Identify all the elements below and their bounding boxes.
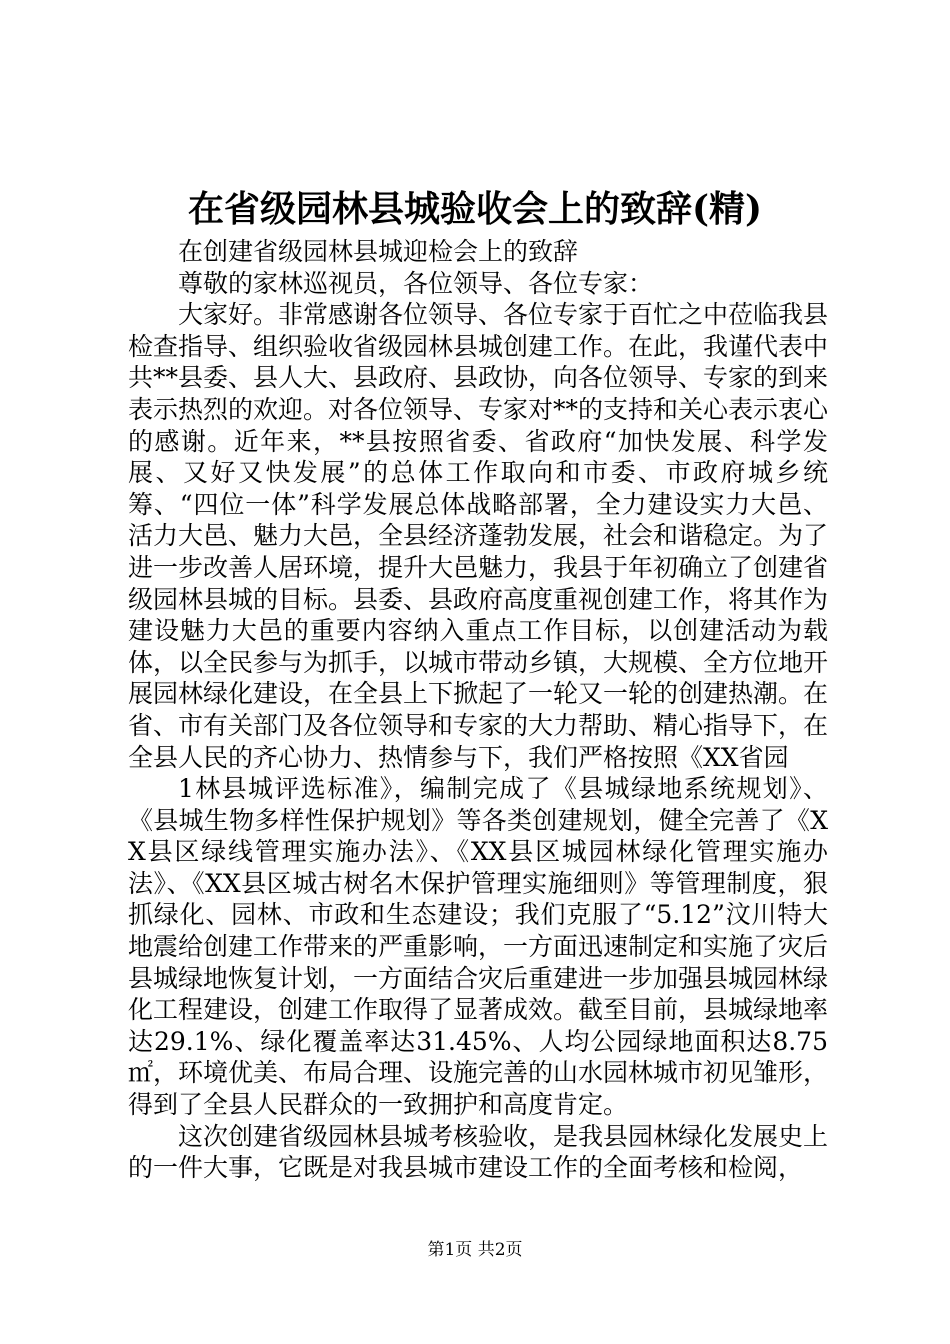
body-paragraph: 尊敬的家林巡视员，各位领导、各位专家： — [178, 268, 654, 298]
body-paragraph: 大家好。非常感谢各位领导、各位专家于百忙之中莅临我县检查指导、组织验收省级园林县城创建工作。在此，我谨代表中共**县委、县人大、县政府、县政协，向各位领导、专家的到来表示热烈的欢迎。对各位领导、专家对**的支持和关心表示衷心的感谢。近年来，**县按照省委、省政府“加快发展、科学发展、又好又快发展”的总体工作取向和市委、市政府城乡统筹、“四位一体”科学发展总体战略部署，全力建设实力大邑、活力大邑、魅力大邑，全县经济蓬勃发展，社会和谐稳定。为了进一步改善人居环境，提升大邑魅力，我县于年初确立了创建省级园林县城的目标。县委、县政府高度重视创建工作，将其作为建设魅力大邑的重要内容纳入重点工作目标，以创建活动为载体，以全民参与为抓手，以城市带动乡镇，大规模、全方位地开展园林绿化建设，在全县上下掀起了一轮又一轮的创建热潮。在省、市有关部门及各位领导和专家的大力帮助、精心指导下，在全县人民的齐心协力、热情参与下，我们严格按照《XX省园 — [128, 300, 829, 772]
body-paragraph: 这次创建省级园林县城考核验收，是我县园林绿化发展史上的一件大事，它既是对我县城市建设工作的全面考核和检阅， — [128, 1121, 829, 1183]
page-footer: 第1页 共2页 — [427, 1240, 523, 1260]
body-paragraph: 1林县城评选标准》，编制完成了《县城绿地系统规划》、《县城生物多样性保护规划》等各类创建规划，健全完善了《XX县区绿线管理实施办法》、《XX县区城园林绿化管理实施办法》、《XX县区城古树名木保护管理实施细则》等管理制度，狠抓绿化、园林、市政和生态建设；我们克服了“5.12”汶川特大地震给创建工作带来的严重影响，一方面迅速制定和实施了灾后县城绿地恢复计划，一方面结合灾后重建进一步加强县城园林绿化工程建设，创建工作取得了显著成效。截至目前，县城绿地率达29.1%、绿化覆盖率达31.45%、人均公园绿地面积达8.75㎡，环境优美、布局合理、设施完善的山水园林城市初见雏形，得到了全县人民群众的一致拥护和高度肯定。 — [128, 774, 829, 1120]
body-paragraph: 在创建省级园林县城迎检会上的致辞 — [178, 237, 579, 266]
document-body — [128, 236, 828, 1184]
document-title: 在省级园林县城验收会上的致辞(精) — [187, 188, 763, 230]
